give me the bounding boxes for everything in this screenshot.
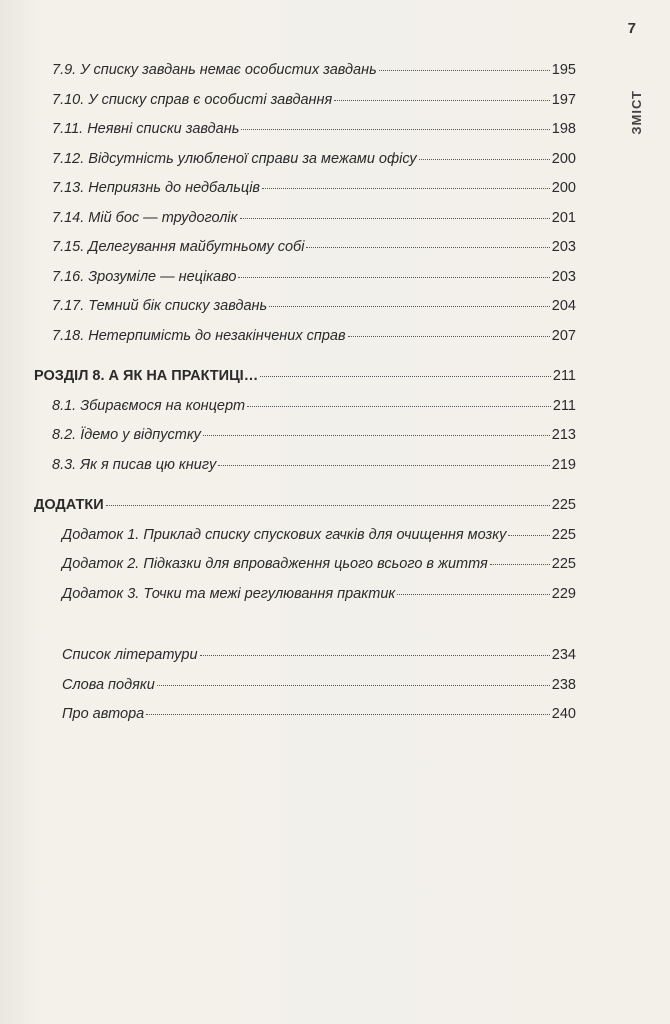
toc-acknowledgements bbox=[34, 677, 576, 707]
toc-entry-title: 7.18. Нетерпимість до незакінчених справ bbox=[52, 327, 346, 344]
toc-entry-page: 211 bbox=[552, 368, 576, 384]
dot-leader bbox=[200, 655, 550, 656]
dot-leader bbox=[490, 564, 550, 565]
toc-entry-page: 207 bbox=[551, 327, 576, 344]
toc-chapter-title: РОЗДІЛ 8. А ЯК НА ПРАКТИЦІ… bbox=[34, 368, 259, 384]
toc-entry-title: 8.3. Як я писав цю книгу bbox=[52, 456, 217, 473]
running-head: ЗМІСТ bbox=[629, 90, 644, 135]
dot-leader bbox=[306, 247, 549, 248]
toc-entry-7-10 bbox=[34, 92, 576, 122]
toc-entry-page: 240 bbox=[551, 706, 576, 722]
dot-leader bbox=[334, 100, 550, 101]
toc-entry-page: 195 bbox=[551, 62, 576, 78]
toc-entry-title: 7.10. У списку справ є особисті завдання bbox=[52, 91, 333, 108]
toc-entry-title: 8.1. Збираємося на концерт bbox=[52, 397, 246, 414]
toc-entry-page: 197 bbox=[551, 91, 576, 108]
toc-entry-page: 225 bbox=[551, 526, 576, 543]
toc-appendices-heading bbox=[34, 497, 576, 527]
toc-entry-page: 238 bbox=[551, 676, 576, 693]
dot-leader bbox=[260, 376, 551, 377]
toc-chapter-title: ДОДАТКИ bbox=[34, 497, 104, 513]
dot-leader bbox=[247, 406, 551, 407]
toc-entry-page: 200 bbox=[551, 150, 576, 167]
toc-entry-page: 198 bbox=[551, 121, 576, 137]
toc-entry-title: Додаток 1. Приклад списку спускових гачків для очищення мозку bbox=[62, 526, 507, 543]
dot-leader bbox=[508, 535, 549, 536]
toc-entry-page: 229 bbox=[551, 585, 576, 602]
dot-leader bbox=[419, 159, 550, 160]
toc-entry-page: 203 bbox=[551, 268, 576, 285]
toc-entry-title: Слова подяки bbox=[62, 676, 155, 693]
dot-leader bbox=[269, 306, 550, 307]
toc-entry-page: 213 bbox=[551, 427, 576, 443]
toc-entry-7-16 bbox=[34, 269, 576, 299]
page-number: 7 bbox=[627, 20, 636, 37]
dot-leader bbox=[397, 594, 550, 595]
toc-entry-page: 234 bbox=[551, 647, 576, 663]
toc-entry-title: Список літератури bbox=[62, 647, 198, 663]
dot-leader bbox=[157, 685, 550, 686]
toc-entry-page: 200 bbox=[551, 180, 576, 196]
toc-entry-7-15 bbox=[34, 239, 576, 269]
spacer bbox=[34, 357, 576, 368]
toc-entry-8-2 bbox=[34, 427, 576, 457]
toc-appendix-2 bbox=[34, 556, 576, 586]
toc-entry-title: 7.12. Відсутність улюбленої справи за межами офісу bbox=[52, 150, 417, 167]
toc-entry-page: 204 bbox=[551, 298, 576, 314]
toc-entry-title: 7.9. У списку завдань немає особистих завдань bbox=[52, 62, 377, 78]
toc-appendix-1 bbox=[34, 527, 576, 557]
toc-appendix-3 bbox=[34, 586, 576, 616]
dot-leader bbox=[241, 129, 549, 130]
toc-entry-title: Додаток 3. Точки та межі регулювання практик bbox=[62, 585, 396, 602]
toc-about-author bbox=[34, 706, 576, 736]
dot-leader bbox=[106, 505, 550, 506]
toc-entry-7-9 bbox=[34, 62, 576, 92]
toc-entry-7-13 bbox=[34, 180, 576, 210]
table-of-contents bbox=[34, 62, 576, 736]
toc-entry-title: 7.16. Зрозуміле — нецікаво bbox=[52, 268, 237, 285]
toc-entry-8-3 bbox=[34, 457, 576, 487]
toc-entry-title: 8.2. Їдемо у відпустку bbox=[52, 427, 201, 443]
toc-entry-title: Про автора bbox=[62, 706, 145, 722]
toc-entry-page: 201 bbox=[551, 209, 576, 226]
toc-entry-page: 225 bbox=[551, 556, 576, 572]
dot-leader bbox=[379, 70, 550, 71]
toc-entry-title: 7.11. Неявні списки завдань bbox=[52, 121, 240, 137]
toc-entry-page: 203 bbox=[551, 239, 576, 255]
dot-leader bbox=[262, 188, 550, 189]
toc-entry-page: 219 bbox=[551, 456, 576, 473]
toc-bibliography bbox=[34, 647, 576, 677]
toc-entry-title: 7.14. Мій бос — трудоголік bbox=[52, 209, 238, 226]
toc-entry-7-12 bbox=[34, 151, 576, 181]
toc-entry-7-14 bbox=[34, 210, 576, 240]
dot-leader bbox=[348, 336, 550, 337]
dot-leader bbox=[203, 435, 550, 436]
toc-entry-page: 211 bbox=[552, 397, 576, 414]
toc-chapter-8 bbox=[34, 368, 576, 398]
toc-entry-7-17 bbox=[34, 298, 576, 328]
dot-leader bbox=[146, 714, 550, 715]
spacer bbox=[34, 486, 576, 497]
dot-leader bbox=[238, 277, 549, 278]
toc-entry-7-11 bbox=[34, 121, 576, 151]
toc-entry-title: 7.17. Темний бік списку завдань bbox=[52, 298, 268, 314]
dot-leader bbox=[240, 218, 550, 219]
toc-entry-title: 7.15. Делегування майбутньому собі bbox=[52, 239, 305, 255]
toc-entry-page: 225 bbox=[551, 497, 576, 513]
spacer bbox=[34, 615, 576, 647]
dot-leader bbox=[218, 465, 550, 466]
toc-entry-8-1 bbox=[34, 398, 576, 428]
toc-entry-title: Додаток 2. Підказки для впровадження цього всього в життя bbox=[62, 556, 488, 572]
toc-entry-7-18 bbox=[34, 328, 576, 358]
toc-entry-title: 7.13. Неприязнь до недбальців bbox=[52, 180, 260, 196]
